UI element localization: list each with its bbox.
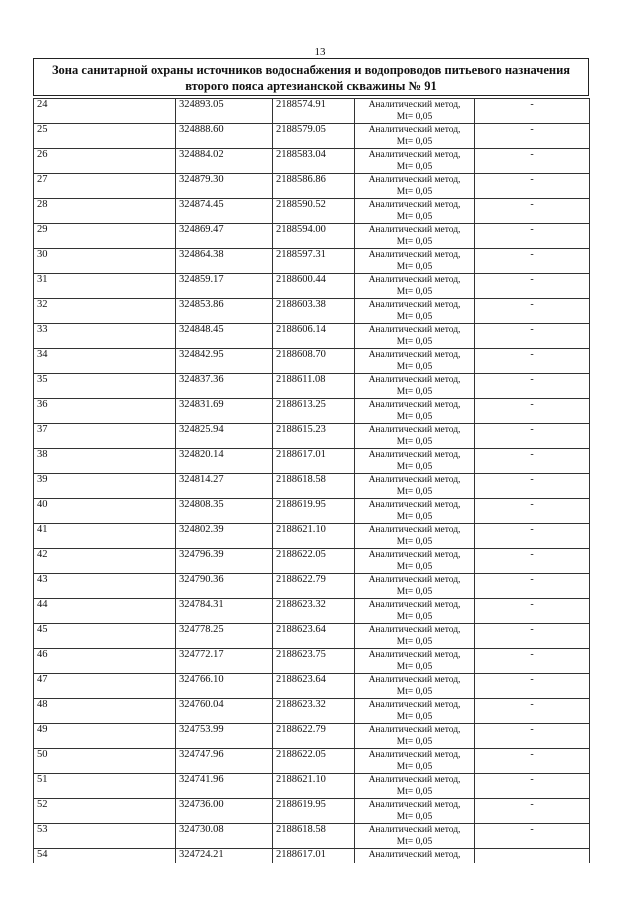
y-coordinate-cell: 2188619.95 xyxy=(273,499,355,524)
point-number-cell: 32 xyxy=(34,299,176,324)
description-cell xyxy=(475,449,590,474)
accuracy-value: Mt= 0,05 xyxy=(396,712,433,722)
method-cell xyxy=(355,524,475,549)
point-number-cell: 45 xyxy=(34,624,176,649)
method-label: Аналитический метод, xyxy=(368,350,461,360)
point-number-cell: 27 xyxy=(34,174,176,199)
table-row xyxy=(34,849,590,863)
x-coordinate-cell: 324753.99 xyxy=(176,724,273,749)
point-number-cell: 43 xyxy=(34,574,176,599)
description-dash: - xyxy=(530,399,534,410)
table-row xyxy=(34,124,590,149)
x-coordinate-cell: 324874.45 xyxy=(176,199,273,224)
method-cell xyxy=(355,649,475,674)
method-label: Аналитический метод, xyxy=(368,475,461,485)
description-dash: - xyxy=(530,174,534,185)
accuracy-value: Mt= 0,05 xyxy=(396,462,433,472)
method-cell xyxy=(355,399,475,424)
method-cell xyxy=(355,99,475,124)
method-cell xyxy=(355,149,475,174)
method-cell xyxy=(355,774,475,799)
description-cell xyxy=(475,349,590,374)
method-cell xyxy=(355,224,475,249)
description-dash: - xyxy=(530,324,534,335)
method-label: Аналитический метод, xyxy=(368,575,461,585)
table-row xyxy=(34,599,590,624)
method-label: Аналитический метод, xyxy=(368,525,461,535)
accuracy-value: Mt= 0,05 xyxy=(396,587,433,597)
method-cell xyxy=(355,724,475,749)
point-number-cell: 41 xyxy=(34,524,176,549)
accuracy-value: Mt= 0,05 xyxy=(396,562,433,572)
description-dash: - xyxy=(530,149,534,160)
description-dash: - xyxy=(530,99,534,110)
accuracy-value: Mt= 0,05 xyxy=(396,737,433,747)
method-label: Аналитический метод, xyxy=(368,450,461,460)
method-cell xyxy=(355,349,475,374)
table-row xyxy=(34,399,590,424)
x-coordinate-cell: 324879.30 xyxy=(176,174,273,199)
method-cell xyxy=(355,574,475,599)
table-row xyxy=(34,724,590,749)
x-coordinate-cell: 324888.60 xyxy=(176,124,273,149)
method-cell xyxy=(355,599,475,624)
coordinates-table xyxy=(33,98,590,863)
description-cell xyxy=(475,574,590,599)
description-cell xyxy=(475,774,590,799)
accuracy-value: Mt= 0,05 xyxy=(396,537,433,547)
y-coordinate-cell: 2188617.01 xyxy=(273,449,355,474)
x-coordinate-cell: 324842.95 xyxy=(176,349,273,374)
table-row xyxy=(34,699,590,724)
description-cell xyxy=(475,299,590,324)
x-coordinate-cell: 324859.17 xyxy=(176,274,273,299)
table-row xyxy=(34,99,590,124)
x-coordinate-cell: 324814.27 xyxy=(176,474,273,499)
method-cell xyxy=(355,124,475,149)
y-coordinate-cell: 2188623.32 xyxy=(273,699,355,724)
table-row xyxy=(34,449,590,474)
y-coordinate-cell: 2188603.38 xyxy=(273,299,355,324)
description-dash: - xyxy=(530,499,534,510)
method-label: Аналитический метод, xyxy=(368,825,461,835)
y-coordinate-cell: 2188618.58 xyxy=(273,824,355,849)
method-label: Аналитический метод, xyxy=(368,675,461,685)
y-coordinate-cell: 2188590.52 xyxy=(273,199,355,224)
method-cell xyxy=(355,374,475,399)
description-dash: - xyxy=(530,224,534,235)
accuracy-value: Mt= 0,05 xyxy=(396,112,433,122)
point-number-cell: 33 xyxy=(34,324,176,349)
description-dash: - xyxy=(530,199,534,210)
method-label: Аналитический метод, xyxy=(368,175,461,185)
method-label: Аналитический метод, xyxy=(368,375,461,385)
description-dash: - xyxy=(530,374,534,385)
table-row xyxy=(34,524,590,549)
table-row xyxy=(34,324,590,349)
method-label: Аналитический метод, xyxy=(368,400,461,410)
description-dash: - xyxy=(530,449,534,460)
method-label: Аналитический метод, xyxy=(368,425,461,435)
x-coordinate-cell: 324848.45 xyxy=(176,324,273,349)
point-number-cell: 38 xyxy=(34,449,176,474)
description-dash: - xyxy=(530,724,534,735)
x-coordinate-cell: 324741.96 xyxy=(176,774,273,799)
y-coordinate-cell: 2188613.25 xyxy=(273,399,355,424)
description-dash: - xyxy=(530,749,534,760)
description-cell xyxy=(475,749,590,774)
method-cell xyxy=(355,249,475,274)
method-cell xyxy=(355,324,475,349)
x-coordinate-cell: 324772.17 xyxy=(176,649,273,674)
y-coordinate-cell: 2188574.91 xyxy=(273,99,355,124)
y-coordinate-cell: 2188623.32 xyxy=(273,599,355,624)
y-coordinate-cell: 2188586.86 xyxy=(273,174,355,199)
method-label: Аналитический метод, xyxy=(368,625,461,635)
description-dash: - xyxy=(530,699,534,710)
point-number-cell: 50 xyxy=(34,749,176,774)
method-label: Аналитический метод, xyxy=(368,300,461,310)
method-cell xyxy=(355,424,475,449)
accuracy-value: Mt= 0,05 xyxy=(396,262,433,272)
x-coordinate-cell: 324893.05 xyxy=(176,99,273,124)
description-cell xyxy=(475,699,590,724)
page-number: 13 xyxy=(314,46,326,58)
description-dash: - xyxy=(530,799,534,810)
method-cell xyxy=(355,799,475,824)
zone-title xyxy=(33,58,589,96)
method-label: Аналитический метод, xyxy=(368,275,461,285)
description-dash: - xyxy=(530,824,534,835)
accuracy-value: Mt= 0,05 xyxy=(396,762,433,772)
point-number-cell: 26 xyxy=(34,149,176,174)
point-number-cell: 46 xyxy=(34,649,176,674)
description-cell xyxy=(475,624,590,649)
point-number-cell: 34 xyxy=(34,349,176,374)
accuracy-value: Mt= 0,05 xyxy=(396,637,433,647)
x-coordinate-cell: 324853.86 xyxy=(176,299,273,324)
table-row xyxy=(34,274,590,299)
description-cell xyxy=(475,424,590,449)
y-coordinate-cell: 2188619.95 xyxy=(273,799,355,824)
point-number-cell: 53 xyxy=(34,824,176,849)
y-coordinate-cell: 2188615.23 xyxy=(273,424,355,449)
point-number-cell: 54 xyxy=(34,849,176,863)
y-coordinate-cell: 2188623.64 xyxy=(273,624,355,649)
zone-title-line-1: Зона санитарной охраны источников водоснабжения и водопроводов питьевого назначения xyxy=(51,63,571,77)
y-coordinate-cell: 2188622.79 xyxy=(273,724,355,749)
method-cell xyxy=(355,474,475,499)
table-row xyxy=(34,199,590,224)
method-label: Аналитический метод, xyxy=(368,325,461,335)
point-number-cell: 40 xyxy=(34,499,176,524)
point-number-cell: 35 xyxy=(34,374,176,399)
point-number-cell: 49 xyxy=(34,724,176,749)
x-coordinate-cell: 324796.39 xyxy=(176,549,273,574)
point-number-cell: 25 xyxy=(34,124,176,149)
description-cell xyxy=(475,374,590,399)
accuracy-value: Mt= 0,05 xyxy=(396,387,433,397)
accuracy-value: Mt= 0,05 xyxy=(396,312,433,322)
x-coordinate-cell: 324884.02 xyxy=(176,149,273,174)
x-coordinate-cell: 324864.38 xyxy=(176,249,273,274)
y-coordinate-cell: 2188583.04 xyxy=(273,149,355,174)
x-coordinate-cell: 324802.39 xyxy=(176,524,273,549)
x-coordinate-cell: 324820.14 xyxy=(176,449,273,474)
accuracy-value: Mt= 0,05 xyxy=(396,237,433,247)
point-number-cell: 29 xyxy=(34,224,176,249)
description-cell xyxy=(475,249,590,274)
point-number-cell: 51 xyxy=(34,774,176,799)
point-number-cell: 30 xyxy=(34,249,176,274)
description-cell xyxy=(475,524,590,549)
x-coordinate-cell: 324825.94 xyxy=(176,424,273,449)
table-row xyxy=(34,824,590,849)
table-row xyxy=(34,674,590,699)
description-cell xyxy=(475,124,590,149)
method-label: Аналитический метод, xyxy=(368,500,461,510)
method-label: Аналитический метод, xyxy=(368,225,461,235)
accuracy-value: Mt= 0,05 xyxy=(396,512,433,522)
method-cell xyxy=(355,749,475,774)
x-coordinate-cell: 324730.08 xyxy=(176,824,273,849)
method-label: Аналитический метод, xyxy=(368,200,461,210)
x-coordinate-cell: 324790.36 xyxy=(176,574,273,599)
accuracy-value: Mt= 0,05 xyxy=(396,212,433,222)
method-label: Аналитический метод, xyxy=(368,150,461,160)
description-cell xyxy=(475,199,590,224)
method-label: Аналитический метод, xyxy=(368,850,461,860)
table-row xyxy=(34,149,590,174)
method-label: Аналитический метод, xyxy=(368,725,461,735)
description-cell xyxy=(475,399,590,424)
method-cell xyxy=(355,849,475,863)
table-row xyxy=(34,499,590,524)
description-dash: - xyxy=(530,649,534,660)
x-coordinate-cell: 324724.21 xyxy=(176,849,273,863)
point-number-cell: 48 xyxy=(34,699,176,724)
x-coordinate-cell: 324831.69 xyxy=(176,399,273,424)
x-coordinate-cell: 324747.96 xyxy=(176,749,273,774)
accuracy-value: Mt= 0,05 xyxy=(396,412,433,422)
description-cell xyxy=(475,674,590,699)
method-cell xyxy=(355,174,475,199)
method-label: Аналитический метод, xyxy=(368,250,461,260)
method-label: Аналитический метод, xyxy=(368,750,461,760)
description-cell xyxy=(475,649,590,674)
method-cell xyxy=(355,674,475,699)
table-row xyxy=(34,549,590,574)
table-row xyxy=(34,749,590,774)
description-cell xyxy=(475,474,590,499)
point-number-cell: 31 xyxy=(34,274,176,299)
y-coordinate-cell: 2188597.31 xyxy=(273,249,355,274)
description-dash: - xyxy=(530,124,534,135)
accuracy-value: Mt= 0,05 xyxy=(396,837,433,847)
method-cell xyxy=(355,299,475,324)
method-label: Аналитический метод, xyxy=(368,100,461,110)
method-label: Аналитический метод, xyxy=(368,600,461,610)
description-dash: - xyxy=(530,524,534,535)
coordinates-table-body xyxy=(34,99,590,863)
description-dash: - xyxy=(530,249,534,260)
accuracy-value: Mt= 0,05 xyxy=(396,812,433,822)
table-row xyxy=(34,799,590,824)
table-row xyxy=(34,174,590,199)
description-cell xyxy=(475,599,590,624)
method-label: Аналитический метод, xyxy=(368,650,461,660)
point-number-cell: 28 xyxy=(34,199,176,224)
accuracy-value: Mt= 0,05 xyxy=(396,287,433,297)
y-coordinate-cell: 2188600.44 xyxy=(273,274,355,299)
point-number-cell: 52 xyxy=(34,799,176,824)
method-cell xyxy=(355,824,475,849)
table-row xyxy=(34,774,590,799)
x-coordinate-cell: 324869.47 xyxy=(176,224,273,249)
y-coordinate-cell: 2188622.05 xyxy=(273,549,355,574)
y-coordinate-cell: 2188623.64 xyxy=(273,674,355,699)
description-dash: - xyxy=(530,549,534,560)
description-cell xyxy=(475,149,590,174)
zone-title-line-2: второго пояса артезианской скважины № 91 xyxy=(185,79,437,93)
accuracy-value: Mt= 0,05 xyxy=(396,362,433,372)
x-coordinate-cell: 324766.10 xyxy=(176,674,273,699)
y-coordinate-cell: 2188611.08 xyxy=(273,374,355,399)
description-cell xyxy=(475,99,590,124)
point-number-cell: 44 xyxy=(34,599,176,624)
x-coordinate-cell: 324760.04 xyxy=(176,699,273,724)
y-coordinate-cell: 2188579.05 xyxy=(273,124,355,149)
description-dash: - xyxy=(530,774,534,785)
description-dash: - xyxy=(530,424,534,435)
x-coordinate-cell: 324784.31 xyxy=(176,599,273,624)
description-cell xyxy=(475,799,590,824)
point-number-cell: 24 xyxy=(34,99,176,124)
point-number-cell: 39 xyxy=(34,474,176,499)
accuracy-value: Mt= 0,05 xyxy=(396,787,433,797)
description-dash: - xyxy=(530,299,534,310)
accuracy-value: Mt= 0,05 xyxy=(396,162,433,172)
description-cell xyxy=(475,824,590,849)
x-coordinate-cell: 324808.35 xyxy=(176,499,273,524)
y-coordinate-cell: 2188622.79 xyxy=(273,574,355,599)
point-number-cell: 36 xyxy=(34,399,176,424)
point-number-cell: 47 xyxy=(34,674,176,699)
accuracy-value: Mt= 0,05 xyxy=(396,687,433,697)
y-coordinate-cell: 2188608.70 xyxy=(273,349,355,374)
x-coordinate-cell: 324778.25 xyxy=(176,624,273,649)
description-cell xyxy=(475,324,590,349)
point-number-cell: 37 xyxy=(34,424,176,449)
table-row xyxy=(34,349,590,374)
table-row xyxy=(34,249,590,274)
method-label: Аналитический метод, xyxy=(368,800,461,810)
method-label: Аналитический метод, xyxy=(368,775,461,785)
method-label: Аналитический метод, xyxy=(368,125,461,135)
x-coordinate-cell: 324837.36 xyxy=(176,374,273,399)
description-dash: - xyxy=(530,274,534,285)
y-coordinate-cell: 2188617.01 xyxy=(273,849,355,863)
y-coordinate-cell: 2188621.10 xyxy=(273,774,355,799)
accuracy-value: Mt= 0,05 xyxy=(396,337,433,347)
y-coordinate-cell: 2188606.14 xyxy=(273,324,355,349)
method-label: Аналитический метод, xyxy=(368,550,461,560)
y-coordinate-cell: 2188621.10 xyxy=(273,524,355,549)
description-cell xyxy=(475,174,590,199)
description-cell xyxy=(475,274,590,299)
table-row xyxy=(34,649,590,674)
description-dash: - xyxy=(530,574,534,585)
description-cell xyxy=(475,499,590,524)
table-row xyxy=(34,224,590,249)
description-dash: - xyxy=(530,349,534,360)
accuracy-value: Mt= 0,05 xyxy=(396,612,433,622)
description-dash: - xyxy=(530,624,534,635)
method-cell xyxy=(355,499,475,524)
table-row xyxy=(34,374,590,399)
accuracy-value: Mt= 0,05 xyxy=(396,187,433,197)
description-cell xyxy=(475,849,590,863)
x-coordinate-cell: 324736.00 xyxy=(176,799,273,824)
accuracy-value: Mt= 0,05 xyxy=(396,487,433,497)
method-cell xyxy=(355,549,475,574)
table-row xyxy=(34,424,590,449)
method-cell xyxy=(355,199,475,224)
y-coordinate-cell: 2188623.75 xyxy=(273,649,355,674)
description-dash: - xyxy=(530,474,534,485)
accuracy-value: Mt= 0,05 xyxy=(396,437,433,447)
table-row xyxy=(34,624,590,649)
description-cell xyxy=(475,224,590,249)
method-label: Аналитический метод, xyxy=(368,700,461,710)
y-coordinate-cell: 2188622.05 xyxy=(273,749,355,774)
method-cell xyxy=(355,449,475,474)
y-coordinate-cell: 2188594.00 xyxy=(273,224,355,249)
description-dash: - xyxy=(530,599,534,610)
description-dash: - xyxy=(530,674,534,685)
description-cell xyxy=(475,724,590,749)
point-number-cell: 42 xyxy=(34,549,176,574)
table-row xyxy=(34,474,590,499)
method-cell xyxy=(355,699,475,724)
method-cell xyxy=(355,624,475,649)
method-cell xyxy=(355,274,475,299)
accuracy-value: Mt= 0,05 xyxy=(396,137,433,147)
accuracy-value: Mt= 0,05 xyxy=(396,662,433,672)
description-cell xyxy=(475,549,590,574)
table-row xyxy=(34,574,590,599)
y-coordinate-cell: 2188618.58 xyxy=(273,474,355,499)
table-row xyxy=(34,299,590,324)
